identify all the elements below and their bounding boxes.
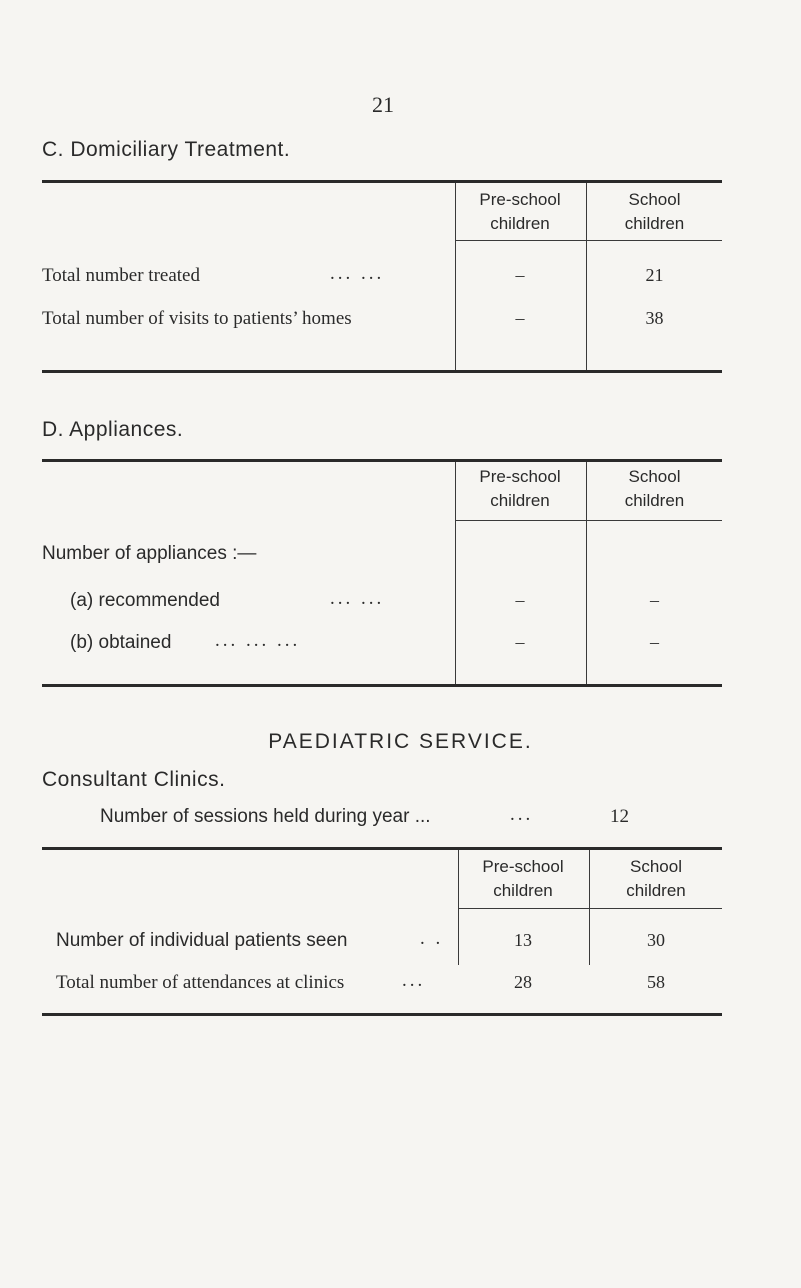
section-c-col-school: School children bbox=[624, 190, 685, 233]
cell-school: 21 bbox=[645, 265, 664, 285]
section-d-top-rule bbox=[42, 459, 722, 462]
paediatric-header-rule bbox=[458, 908, 722, 909]
row-label: Number of individual patients seen bbox=[56, 930, 348, 951]
paediatric-col-school: School children bbox=[626, 857, 686, 900]
leader-dots: ... ... bbox=[330, 588, 385, 609]
section-c-bottom-rule bbox=[42, 370, 722, 373]
section-c-top-rule bbox=[42, 180, 722, 183]
paediatric-bottom-rule bbox=[42, 1013, 722, 1016]
section-d-bottom-rule bbox=[42, 684, 722, 687]
row-label: (b) obtained bbox=[70, 632, 172, 653]
cell-preschool: 28 bbox=[514, 972, 532, 992]
section-d-intro: Number of appliances :— bbox=[42, 543, 257, 564]
section-c-header-rule bbox=[455, 240, 722, 241]
leader-dots: ... ... ... bbox=[215, 630, 301, 651]
cell-school: 38 bbox=[645, 308, 664, 328]
sessions-label: Number of sessions held during year ... bbox=[100, 806, 431, 827]
row-label: Total number treated bbox=[42, 265, 200, 286]
cell-preschool: – bbox=[515, 590, 525, 610]
cell-school: 58 bbox=[647, 972, 665, 992]
row-label: Total number of visits to patients’ homes bbox=[42, 308, 352, 329]
cell-school: – bbox=[650, 632, 659, 652]
cell-school: – bbox=[650, 590, 659, 610]
paediatric-subtitle: Consultant Clinics. bbox=[42, 768, 226, 791]
paediatric-col-preschool: Pre-school children bbox=[482, 857, 564, 900]
row-label: (a) recommended bbox=[70, 590, 220, 611]
cell-preschool: – bbox=[515, 265, 525, 285]
row-label: Total number of attendances at clinics bbox=[56, 972, 345, 993]
leader-dots: ... ... bbox=[330, 263, 385, 284]
section-d-header-rule bbox=[455, 520, 722, 521]
leader-dots: ... bbox=[510, 804, 534, 825]
leader-dots: ... bbox=[402, 970, 426, 991]
sessions-value: 12 bbox=[610, 806, 629, 827]
cell-preschool: – bbox=[515, 632, 525, 652]
leader-dots: . . bbox=[420, 928, 444, 949]
paediatric-title: PAEDIATRIC SERVICE. bbox=[268, 730, 533, 753]
cell-preschool: – bbox=[515, 308, 525, 328]
section-d-title: D. Appliances. bbox=[42, 418, 184, 441]
page-number: 21 bbox=[372, 92, 394, 117]
cell-preschool: 13 bbox=[514, 930, 532, 950]
section-d-col-school: School children bbox=[624, 467, 685, 510]
section-d-col-preschool: Pre-school children bbox=[479, 467, 561, 510]
cell-school: 30 bbox=[647, 930, 665, 950]
section-c-col-preschool: Pre-school children bbox=[479, 190, 561, 233]
paediatric-top-rule bbox=[42, 847, 722, 850]
section-c-title: C. Domiciliary Treatment. bbox=[42, 138, 291, 161]
